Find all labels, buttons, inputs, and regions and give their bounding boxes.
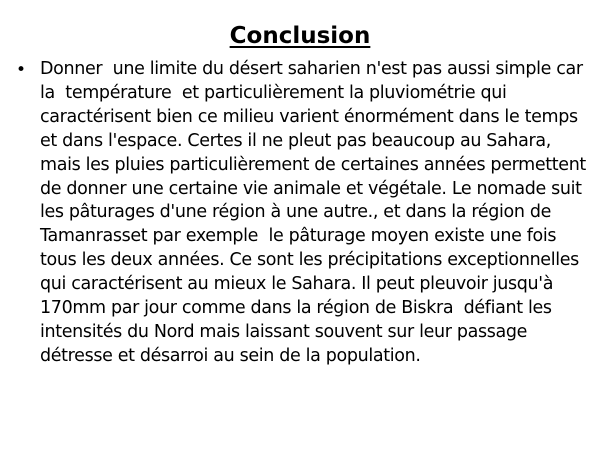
bullet-text: Donner une limite du désert saharien n'est pas aussi simple car la température et particulièrement la pluviométrie qui caractérisent bien ce milieu varient énormément dans le temps et dans l'espace. Certes il ne pleut pas beaucoup au Sahara, mais les pluies particulièrement de certaines années permettent de donner une certaine vie animale et végétale. Le nomade suit les pâturages d'une région à une autre., et dans la région de Tamanrasset par exemple le pâturage moyen existe une fois tous les deux années. Ce sont les précipitations exceptionnelles qui caractérisent au mieux le Sahara. Il peut pleuvoir jusqu'à 170mm par jour comme dans la région de Biskra défiant les intensités du Nord mais laissant souvent sur leur passage détresse et désarroi au sein de la population. xyxy=(40,59,592,366)
slide-body xyxy=(12,58,592,369)
slide-title: Conclusion xyxy=(229,23,371,49)
bullet-item xyxy=(12,58,592,369)
bullet-dot-icon: • xyxy=(16,60,27,80)
